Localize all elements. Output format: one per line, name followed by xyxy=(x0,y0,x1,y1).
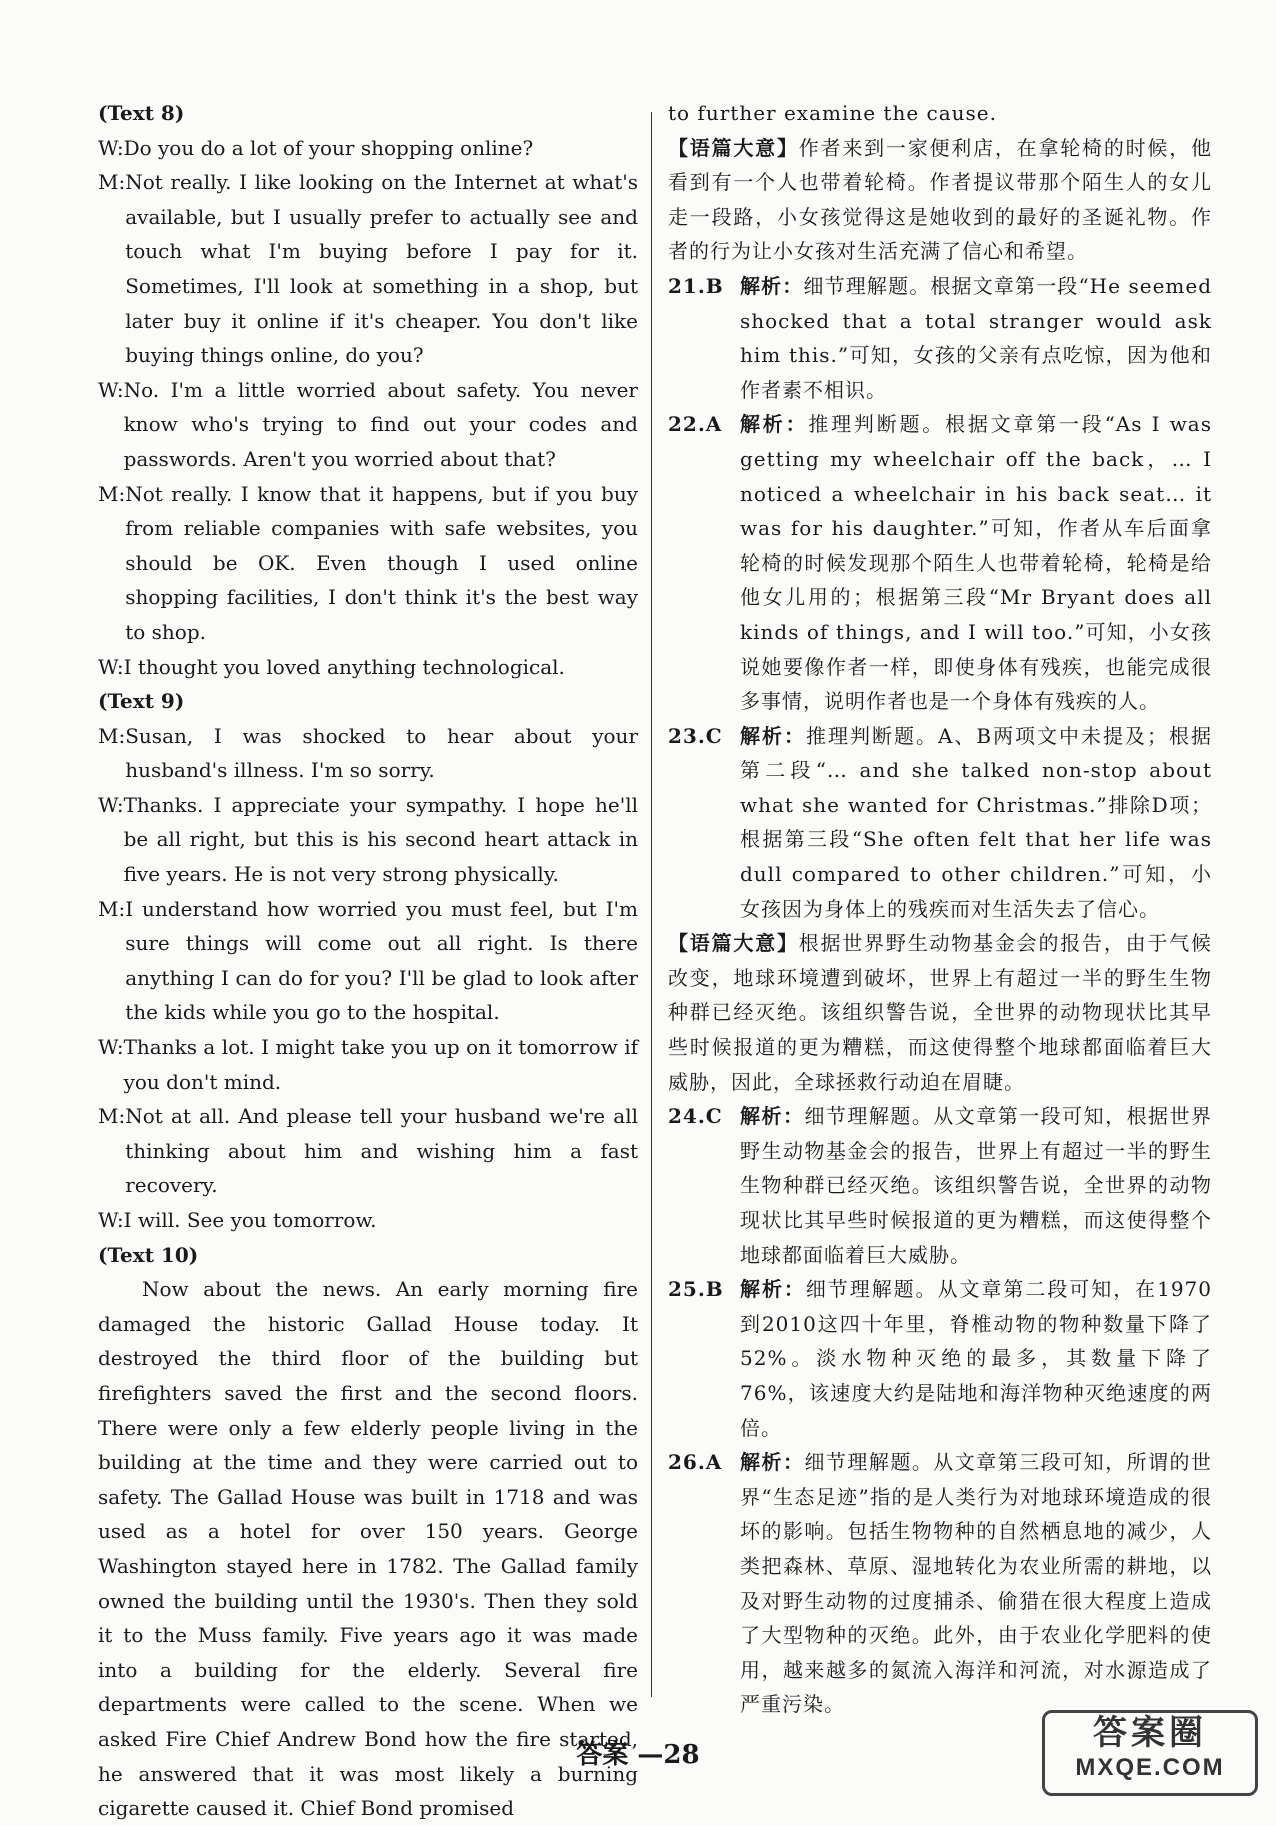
text10-header: (Text 10) xyxy=(98,1242,199,1267)
speaker: M: xyxy=(98,170,126,195)
speaker: W: xyxy=(98,135,124,160)
analysis-text: 推理判断题。根据文章第一段“As I was getting my wheelchair off the back，… I noticed a wheelchair in his back seat… it was for his daughter.”可知，作者从车后面拿轮椅的时候发现那个陌生人也带着轮椅，轮椅是给他女儿用的；根据第三段“Mr Bryant does all kinds of things, and I will too.”可知，小女孩说她要像作者一样，即使身体有残疾，也能完成很多事情，说明作者也是一个身体有残疾的人。 xyxy=(740,412,1212,714)
dialogue-turn xyxy=(98,892,638,1030)
page-number: 答案 —28 xyxy=(576,1740,700,1770)
text9-dialogue xyxy=(98,719,638,1238)
analysis-text: 细节理解题。根据文章第一段“He seemed shocked that a total stranger would ask him this.”可知，女孩的父亲有点吃惊，因为他和作者素不相识。 xyxy=(740,273,1213,402)
column-divider xyxy=(651,112,652,1697)
utterance: Not really. I know that it happens, but if you buy from reliable companies with safe websites, you should be OK. Even though I used online shopping facilities, I don't think it's the best way to shop. xyxy=(125,481,638,644)
answer-item xyxy=(668,1099,1212,1272)
utterance: Not at all. And please tell your husband we're all thinking about him and wishing him a fast recovery. xyxy=(125,1104,638,1198)
speaker: M: xyxy=(98,1104,126,1129)
text8-header: (Text 8) xyxy=(98,101,185,125)
answer-item xyxy=(668,407,1212,718)
watermark-title: 答案圈 xyxy=(1093,1714,1207,1752)
utterance: I thought you loved anything technological. xyxy=(123,654,565,679)
utterance: No. I'm a little worried about safety. You never know who's trying to find out your codes and passwords. Aren't you worried about that? xyxy=(123,377,638,471)
right-column xyxy=(668,96,1212,1722)
item-number: 25.B xyxy=(668,1277,724,1302)
item-number: 22.A xyxy=(668,412,723,437)
dialogue-turn xyxy=(98,1030,638,1099)
utterance: Thanks. I appreciate your sympathy. I hope he'll be all right, but this is his second heart attack in five years. He is not very strong physically. xyxy=(123,792,638,887)
summary-text: 根据世界野生动物基金会的报告，由于气候改变，地球环境遭到破坏，世界上有超过一半的野生生物种群已经灭绝。该组织警告说，全世界的动物现状比其早些时候报道的更为糟糕，而这使得整个地球都面临着巨大威胁，因此，全球拯救行动迫在眉睫。 xyxy=(668,931,1212,1094)
item-number: 26.A xyxy=(668,1450,723,1475)
dialogue-turn xyxy=(98,650,638,685)
analysis-label: 解析： xyxy=(740,723,806,748)
speaker: M: xyxy=(98,723,126,748)
summary-tag: 【语篇大意】 xyxy=(668,135,799,160)
speaker: W: xyxy=(98,792,124,817)
analysis-label: 解析： xyxy=(740,412,809,437)
text8-dialogue xyxy=(98,131,638,685)
utterance: Susan, I was shocked to hear about your husband's illness. I'm so sorry. xyxy=(125,723,638,783)
item-number: 23.C xyxy=(668,723,723,748)
watermark-url: MXQE.COM xyxy=(1075,1754,1225,1781)
utterance: I understand how worried you must feel, but I'm sure things will come out all right. Is there anything I can do for you? I'll be glad to look after the kids while you go to the hospital. xyxy=(125,896,638,1025)
item-number: 21.B xyxy=(668,273,724,298)
dialogue-turn xyxy=(98,1203,638,1238)
answer-item xyxy=(668,719,1212,927)
answer-item xyxy=(668,1445,1212,1722)
answer-item xyxy=(668,1272,1212,1445)
item-number: 24.C xyxy=(668,1104,723,1129)
answer-item xyxy=(668,269,1212,407)
speaker: M: xyxy=(98,481,126,506)
summary-text: 作者来到一家便利店，在拿轮椅的时候，他看到有一个人也带着轮椅。作者提议带那个陌生人的女儿走一段路，小女孩觉得这是她收到的最好的圣诞礼物。作者的行为让小女孩对生活充满了信心和希望。 xyxy=(668,135,1212,264)
speaker: W: xyxy=(98,654,124,679)
speaker: M: xyxy=(98,896,126,921)
dialogue-turn xyxy=(98,788,638,892)
summary-block xyxy=(668,131,1212,269)
speaker: W: xyxy=(98,1035,124,1060)
utterance: I will. See you tomorrow. xyxy=(123,1208,377,1232)
dialogue-turn xyxy=(98,1099,638,1203)
summary-tag: 【语篇大意】 xyxy=(668,931,799,956)
continuation-text: to further examine the cause. xyxy=(668,101,997,125)
analysis-label: 解析： xyxy=(740,273,804,298)
analysis-text: 推理判断题。A、B两项文中未提及；根据第二段“… and she talked non-stop about what she wanted for Christmas.”排除D项；根据第三段“She often felt that her life was dull compared to other children.”可知，小女孩因为身体上的残疾而对生活失去了信心。 xyxy=(740,723,1213,921)
speaker: W: xyxy=(98,1208,124,1232)
analysis-label: 解析： xyxy=(740,1277,806,1302)
dialogue-turn xyxy=(98,165,638,373)
dialogue-turn xyxy=(98,131,638,166)
utterance: Do you do a lot of your shopping online? xyxy=(123,135,534,160)
dialogue-turn xyxy=(98,719,638,788)
left-column xyxy=(98,96,638,1826)
speaker: W: xyxy=(98,377,124,402)
utterance: Thanks a lot. I might take you up on it tomorrow if you don't mind. xyxy=(123,1035,638,1094)
dialogue-turn xyxy=(98,477,638,650)
text10-paragraph: Now about the news. An early morning fire damaged the historic Gallad House today. It destroyed the third floor of the building but firefighters saved the first and the second floors. There were only a few elderly people living in the building at the time and they were carried out to safety. The Gallad House was built in 1718 and was used as a hotel for over 150 years. George Washington stayed here in 1782. The Gallad family owned the building until the 1930's. Then they sold it to the Muss family. Five years ago it was made into a building for the elderly. Several fire departments were called to the scene. When we asked Fire Chief Andrew Bond how the fire started, he answered that it was most likely a burning cigarette caused it. Chief Bond promised xyxy=(98,1277,638,1821)
dialogue-turn xyxy=(98,373,638,477)
analysis-label: 解析： xyxy=(740,1450,805,1475)
summary-block xyxy=(668,926,1212,1099)
analysis-text: 细节理解题。从文章第二段可知，在1970到2010这四十年里，脊椎动物的物种数量下降了52%。淡水物种灭绝的最多，其数量下降了76%，该速度大约是陆地和海洋物种灭绝速度的两倍。 xyxy=(740,1277,1212,1440)
watermark-logo xyxy=(1042,1710,1258,1796)
analysis-text: 细节理解题。从文章第一段可知，根据世界野生动物基金会的报告，世界上有超过一半的野生生物种群已经灭绝。该组织警告说，全世界的动物现状比其早些时候报道的更为糟糕，而这使得整个地球都面临着巨大威胁。 xyxy=(740,1104,1213,1267)
text9-header: (Text 9) xyxy=(98,689,185,714)
analysis-text: 细节理解题。从文章第三段可知，所谓的世界“生态足迹”指的是人类行为对地球环境造成的很坏的影响。包括生物物种的自然栖息地的减少，人类把森林、草原、湿地转化为农业所需的耕地，以及对野生动物的过度捕杀、偷猎在很大程度上造成了大型物种的灭绝。此外，由于农业化学肥料的使用，越来越多的氮流入海洋和河流，对水源造成了严重污染。 xyxy=(740,1450,1213,1717)
analysis-label: 解析： xyxy=(740,1104,805,1129)
utterance: Not really. I like looking on the Internet at what's available, but I usually prefer to actually see and touch what I'm buying before I pay for it. Sometimes, I'll look at something in a shop, but later buy it online if it's cheaper. You don't like buying things online, do you? xyxy=(125,170,638,368)
